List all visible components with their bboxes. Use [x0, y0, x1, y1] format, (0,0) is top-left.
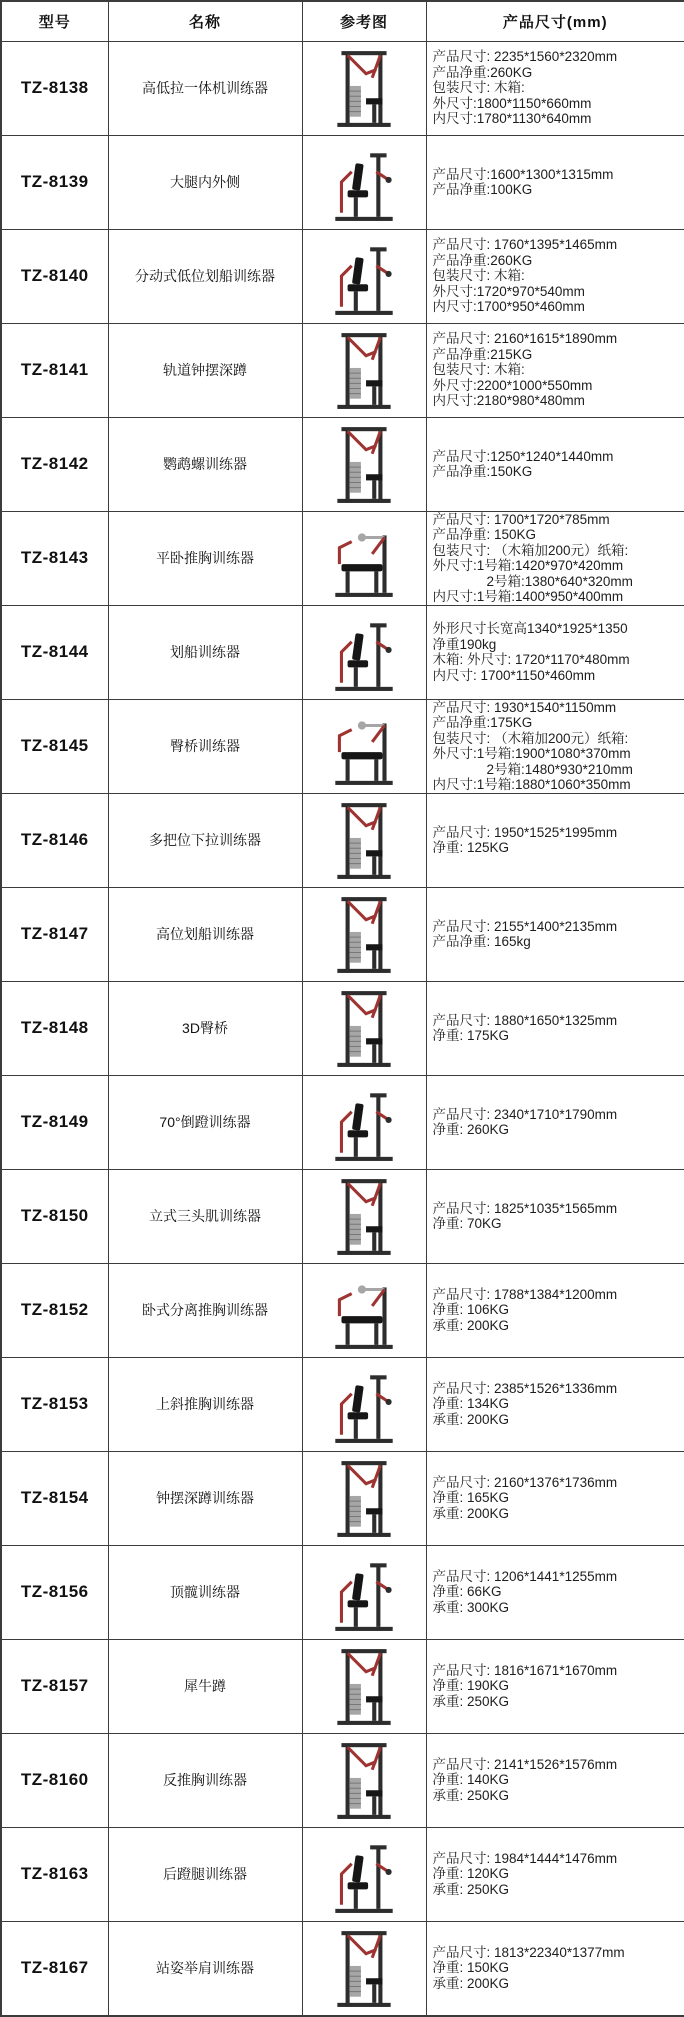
gym-machine-photo [323, 329, 405, 411]
specs-cell [426, 1733, 684, 1827]
image-cell [302, 1357, 426, 1451]
specs-cell [426, 1169, 684, 1263]
table-row [1, 323, 684, 417]
spec-lines [427, 1264, 684, 1357]
model-number: TZ-8160 [21, 1770, 89, 1789]
image-cell [302, 605, 426, 699]
gym-machine-photo [323, 1551, 405, 1633]
spec-lines [427, 1828, 684, 1921]
spec-lines [427, 324, 684, 417]
spec-line: 净重: 150KG [433, 1960, 681, 1976]
model-number: TZ-8142 [21, 454, 89, 473]
spec-line: 承重: 250KG [433, 1694, 681, 1710]
name-cell [108, 1451, 302, 1545]
spec-line: 产品尺寸: 1788*1384*1200mm [433, 1287, 681, 1303]
image-cell [302, 793, 426, 887]
model-cell [1, 887, 108, 981]
gym-machine-photo [323, 1081, 405, 1163]
spec-line: 产品尺寸: 1813*22340*1377mm [433, 1945, 681, 1961]
product-name: 顶髋训练器 [170, 1584, 240, 1600]
spec-line: 净重: 260KG [433, 1122, 681, 1138]
spec-line: 承重: 200KG [433, 1412, 681, 1428]
name-cell [108, 1733, 302, 1827]
name-cell [108, 1639, 302, 1733]
specs-cell [426, 699, 684, 793]
spec-line: 产品尺寸: 1880*1650*1325mm [433, 1013, 681, 1029]
specs-cell [426, 1263, 684, 1357]
image-cell [302, 1263, 426, 1357]
gym-machine-photo [323, 1175, 405, 1257]
header-name: 名称 [108, 1, 302, 41]
specs-cell [426, 1075, 684, 1169]
spec-line: 内尺寸:1780*1130*640mm [433, 111, 681, 127]
gym-machine-photo [323, 1363, 405, 1445]
spec-line: 2号箱:1380*640*320mm [433, 574, 681, 590]
model-cell [1, 1169, 108, 1263]
model-number: TZ-8167 [21, 1958, 89, 1977]
gym-machine-photo [323, 987, 405, 1069]
spec-line: 净重: 175KG [433, 1028, 681, 1044]
model-number: TZ-8148 [21, 1018, 89, 1037]
spec-line: 内尺寸:1号箱:1880*1060*350mm [433, 777, 681, 793]
model-number: TZ-8144 [21, 642, 89, 661]
image-cell [302, 1075, 426, 1169]
gym-machine-photo [323, 705, 405, 787]
image-cell [302, 1921, 426, 2016]
specs-cell [426, 1451, 684, 1545]
table-row [1, 229, 684, 323]
table-row [1, 1921, 684, 2016]
image-cell [302, 229, 426, 323]
gym-machine-photo [323, 1645, 405, 1727]
name-cell [108, 1357, 302, 1451]
specs-cell [426, 41, 684, 135]
spec-line: 外尺寸:1号箱:1900*1080*370mm [433, 746, 681, 762]
name-cell [108, 1921, 302, 2016]
model-number: TZ-8153 [21, 1394, 89, 1413]
gym-machine-photo [323, 1739, 405, 1821]
table-row [1, 135, 684, 229]
model-number: TZ-8140 [21, 266, 89, 285]
product-name: 轨道钟摆深蹲 [163, 362, 247, 378]
image-cell [302, 1827, 426, 1921]
spec-line: 木箱: 外尺寸: 1720*1170*480mm [433, 652, 681, 668]
name-cell [108, 699, 302, 793]
table-row [1, 1545, 684, 1639]
spec-lines [427, 1546, 684, 1639]
spec-line: 产品尺寸: 2141*1526*1576mm [433, 1757, 681, 1773]
spec-line: 净重: 140KG [433, 1772, 681, 1788]
model-cell [1, 229, 108, 323]
model-number: TZ-8150 [21, 1206, 89, 1225]
spec-line: 产品尺寸: 2160*1615*1890mm [433, 331, 681, 347]
product-name: 立式三头肌训练器 [149, 1208, 261, 1224]
model-cell [1, 1075, 108, 1169]
spec-line: 承重: 200KG [433, 1976, 681, 1992]
header-image: 参考图 [302, 1, 426, 41]
model-cell [1, 605, 108, 699]
gym-machine-photo [323, 1833, 405, 1915]
spec-line: 包装尺寸: 木箱: [433, 362, 681, 378]
spec-line: 2号箱:1480*930*210mm [433, 762, 681, 778]
spec-line: 净重: 125KG [433, 840, 681, 856]
image-cell [302, 323, 426, 417]
spec-line: 承重: 250KG [433, 1788, 681, 1804]
spec-line: 外尺寸:2200*1000*550mm [433, 378, 681, 394]
specs-cell [426, 323, 684, 417]
gym-machine-photo [323, 47, 405, 129]
spec-line: 净重: 66KG [433, 1584, 681, 1600]
gym-machine-photo [323, 141, 405, 223]
spec-line: 净重: 70KG [433, 1216, 681, 1232]
model-number: TZ-8154 [21, 1488, 89, 1507]
image-cell [302, 1733, 426, 1827]
product-name: 平卧推胸训练器 [156, 550, 254, 566]
table-row [1, 41, 684, 135]
spec-line: 产品尺寸: 1930*1540*1150mm [433, 700, 681, 716]
table-row [1, 1451, 684, 1545]
model-cell [1, 135, 108, 229]
model-cell [1, 1357, 108, 1451]
specs-cell [426, 605, 684, 699]
spec-line: 产品尺寸: 1700*1720*785mm [433, 512, 681, 528]
spec-line: 包装尺寸: （木箱加200元）纸箱: [433, 731, 681, 747]
spec-line: 内尺寸:1号箱:1400*950*400mm [433, 589, 681, 605]
model-number: TZ-8152 [21, 1300, 89, 1319]
spec-line: 产品净重:215KG [433, 347, 681, 363]
specs-cell [426, 1357, 684, 1451]
spec-line: 产品净重: 165kg [433, 934, 681, 950]
product-name: 上斜推胸训练器 [156, 1396, 254, 1412]
spec-lines [427, 136, 684, 229]
spec-line: 外尺寸:1号箱:1420*970*420mm [433, 558, 681, 574]
name-cell [108, 1263, 302, 1357]
spec-line: 产品尺寸: 1825*1035*1565mm [433, 1201, 681, 1217]
gym-machine-photo [323, 799, 405, 881]
name-cell [108, 229, 302, 323]
model-cell [1, 323, 108, 417]
specs-cell [426, 511, 684, 605]
table-row [1, 699, 684, 793]
specs-cell [426, 981, 684, 1075]
gym-machine-photo [323, 611, 405, 693]
spec-line: 净重: 120KG [433, 1866, 681, 1882]
specs-cell [426, 1639, 684, 1733]
image-cell [302, 1169, 426, 1263]
model-number: TZ-8163 [21, 1864, 89, 1883]
gym-machine-photo [323, 517, 405, 599]
table-row [1, 1263, 684, 1357]
spec-line: 外尺寸:1720*970*540mm [433, 284, 681, 300]
spec-line: 产品尺寸: 2340*1710*1790mm [433, 1107, 681, 1123]
spec-line: 产品净重:175KG [433, 715, 681, 731]
model-cell [1, 699, 108, 793]
spec-lines [427, 1076, 684, 1169]
image-cell [302, 511, 426, 605]
model-number: TZ-8138 [21, 78, 89, 97]
model-cell [1, 793, 108, 887]
model-cell [1, 1733, 108, 1827]
product-name: 站姿举肩训练器 [156, 1960, 254, 1976]
product-name: 反推胸训练器 [163, 1772, 247, 1788]
image-cell [302, 699, 426, 793]
product-name: 分动式低位划船训练器 [135, 268, 275, 284]
spec-lines [427, 42, 684, 135]
model-number: TZ-8141 [21, 360, 89, 379]
model-number: TZ-8146 [21, 830, 89, 849]
spec-line: 产品尺寸: 1206*1441*1255mm [433, 1569, 681, 1585]
table-row [1, 1169, 684, 1263]
model-cell [1, 1639, 108, 1733]
table-row [1, 981, 684, 1075]
spec-line: 产品尺寸: 1950*1525*1995mm [433, 825, 681, 841]
model-number: TZ-8147 [21, 924, 89, 943]
table-row [1, 1075, 684, 1169]
spec-line: 承重: 250KG [433, 1882, 681, 1898]
table-row [1, 417, 684, 511]
spec-lines [427, 418, 684, 511]
spec-line: 产品尺寸: 1816*1671*1670mm [433, 1663, 681, 1679]
gym-machine-photo [323, 1457, 405, 1539]
model-number: TZ-8157 [21, 1676, 89, 1695]
name-cell [108, 793, 302, 887]
spec-lines [427, 1358, 684, 1451]
spec-lines [427, 982, 684, 1075]
spec-line: 内尺寸:1700*950*460mm [433, 299, 681, 315]
table-row [1, 1827, 684, 1921]
header-row [1, 1, 684, 41]
spec-line: 包装尺寸: 木箱: [433, 80, 681, 96]
spec-line: 承重: 300KG [433, 1600, 681, 1616]
spec-line: 产品净重:260KG [433, 65, 681, 81]
spec-line: 产品尺寸:1250*1240*1440mm [433, 449, 681, 465]
name-cell [108, 135, 302, 229]
image-cell [302, 1451, 426, 1545]
name-cell [108, 1545, 302, 1639]
name-cell [108, 1075, 302, 1169]
product-name: 高位划船训练器 [156, 926, 254, 942]
spec-lines [427, 1452, 684, 1545]
specs-cell [426, 1827, 684, 1921]
image-cell [302, 887, 426, 981]
header-specs: 产品尺寸(mm) [426, 1, 684, 41]
model-number: TZ-8145 [21, 736, 89, 755]
gym-machine-photo [323, 235, 405, 317]
table-row [1, 1733, 684, 1827]
spec-lines [427, 794, 684, 887]
table-row [1, 1357, 684, 1451]
specs-cell [426, 887, 684, 981]
spec-line: 产品尺寸: 2155*1400*2135mm [433, 919, 681, 935]
spec-lines [427, 1170, 684, 1263]
table-row [1, 887, 684, 981]
gym-machine-photo [323, 1927, 405, 2009]
model-cell [1, 1921, 108, 2016]
product-name: 后蹬腿训练器 [163, 1866, 247, 1882]
name-cell [108, 511, 302, 605]
product-name: 划船训练器 [170, 644, 240, 660]
spec-line: 承重: 200KG [433, 1318, 681, 1334]
name-cell [108, 887, 302, 981]
spec-line: 产品净重: 150KG [433, 527, 681, 543]
gym-machine-photo [323, 1269, 405, 1351]
table-row [1, 605, 684, 699]
image-cell [302, 41, 426, 135]
product-name: 70°倒蹬训练器 [159, 1114, 250, 1130]
spec-lines [427, 1922, 684, 2015]
product-name: 卧式分离推胸训练器 [142, 1302, 268, 1318]
table-header [1, 1, 684, 41]
name-cell [108, 605, 302, 699]
gym-machine-photo [323, 423, 405, 505]
header-model: 型号 [1, 1, 108, 41]
image-cell [302, 1545, 426, 1639]
spec-lines [427, 230, 684, 323]
model-cell [1, 511, 108, 605]
spec-line: 外形尺寸长宽高1340*1925*1350 [433, 621, 681, 637]
specs-cell [426, 793, 684, 887]
product-name: 臀桥训练器 [170, 738, 240, 754]
spec-line: 外尺寸:1800*1150*660mm [433, 96, 681, 112]
spec-line: 产品尺寸: 1984*1444*1476mm [433, 1851, 681, 1867]
spec-lines [427, 512, 684, 605]
product-name: 多把位下拉训练器 [149, 832, 261, 848]
spec-lines [427, 888, 684, 981]
specs-cell [426, 135, 684, 229]
model-cell [1, 1827, 108, 1921]
spec-lines [427, 1640, 684, 1733]
model-cell [1, 417, 108, 511]
spec-lines [427, 700, 684, 793]
model-number: TZ-8156 [21, 1582, 89, 1601]
product-name: 大腿内外侧 [170, 174, 240, 190]
image-cell [302, 1639, 426, 1733]
model-cell [1, 981, 108, 1075]
model-cell [1, 1263, 108, 1357]
name-cell [108, 1169, 302, 1263]
name-cell [108, 981, 302, 1075]
spec-line: 产品净重:260KG [433, 253, 681, 269]
spec-line: 包装尺寸: 木箱: [433, 268, 681, 284]
spec-line: 产品尺寸: 1760*1395*1465mm [433, 237, 681, 253]
spec-line: 净重: 190KG [433, 1678, 681, 1694]
name-cell [108, 41, 302, 135]
image-cell [302, 135, 426, 229]
spec-line: 产品尺寸:1600*1300*1315mm [433, 167, 681, 183]
spec-line: 产品净重:100KG [433, 182, 681, 198]
spec-line: 净重: 134KG [433, 1396, 681, 1412]
model-number: TZ-8149 [21, 1112, 89, 1131]
spec-line: 产品净重:150KG [433, 464, 681, 480]
model-number: TZ-8139 [21, 172, 89, 191]
model-cell [1, 1451, 108, 1545]
name-cell [108, 1827, 302, 1921]
product-name: 高低拉一体机训练器 [142, 80, 268, 96]
specs-cell [426, 1921, 684, 2016]
spec-line: 内尺寸:2180*980*480mm [433, 393, 681, 409]
spec-line: 产品尺寸: 2385*1526*1336mm [433, 1381, 681, 1397]
spec-line: 产品尺寸: 2160*1376*1736mm [433, 1475, 681, 1491]
name-cell [108, 417, 302, 511]
model-cell [1, 41, 108, 135]
spec-lines [427, 1734, 684, 1827]
table-row [1, 793, 684, 887]
image-cell [302, 981, 426, 1075]
spec-line: 内尺寸: 1700*1150*460mm [433, 668, 681, 684]
spec-line: 产品尺寸: 2235*1560*2320mm [433, 49, 681, 65]
model-number: TZ-8143 [21, 548, 89, 567]
table-row [1, 511, 684, 605]
specs-cell [426, 417, 684, 511]
specs-cell [426, 229, 684, 323]
spec-line: 净重: 106KG [433, 1302, 681, 1318]
product-name: 犀牛蹲 [184, 1678, 226, 1694]
product-name: 钟摆深蹲训练器 [156, 1490, 254, 1506]
product-table-body [1, 41, 684, 2016]
spec-line: 承重: 200KG [433, 1506, 681, 1522]
spec-lines [427, 606, 684, 699]
specs-cell [426, 1545, 684, 1639]
spec-line: 净重: 165KG [433, 1490, 681, 1506]
gym-machine-photo [323, 893, 405, 975]
spec-line: 净重190kg [433, 637, 681, 653]
image-cell [302, 417, 426, 511]
table-row [1, 1639, 684, 1733]
product-name: 鹦鹉螺训练器 [163, 456, 247, 472]
name-cell [108, 323, 302, 417]
spec-line: 包装尺寸: （木箱加200元）纸箱: [433, 543, 681, 559]
product-name: 3D臀桥 [182, 1020, 228, 1036]
model-cell [1, 1545, 108, 1639]
